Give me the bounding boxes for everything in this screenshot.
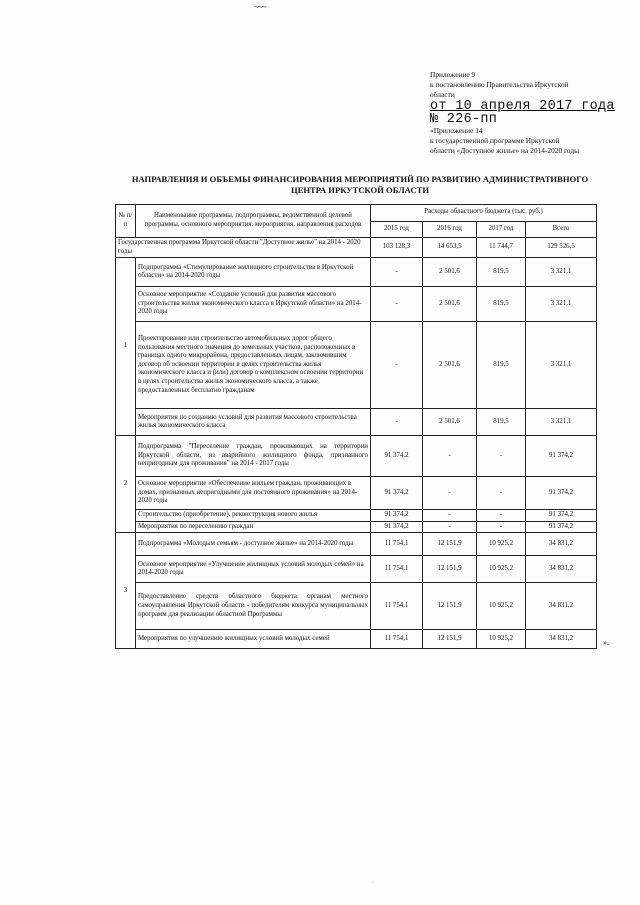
- cell-2017: -: [477, 436, 526, 477]
- row-name: Подпрограмма «Молодым семьям - доступное жилье» на 2014-2020 годы: [136, 533, 371, 556]
- cell-total: 3 321,1: [526, 258, 597, 287]
- row-name: Предоставление средств областного бюджета органам местного самоуправления Иркутской области - победителям конкурса муниципальных программ для реализации областной Программы: [136, 583, 371, 630]
- scan-artifact: ~~~: [254, 2, 266, 12]
- cell-total: 91 374,2: [526, 477, 597, 510]
- row-name: Подпрограмма «Стимулирование жилищного строительства в Иркутской области» на 2014-2020 годы: [136, 258, 371, 287]
- cell-2017: -: [477, 477, 526, 510]
- cell-total: 3 321,1: [526, 287, 597, 322]
- row-name: Основное мероприятие «Улучшение жилищных условий молодых семей» на 2014-2020 годы: [136, 556, 371, 583]
- header-expenses: Расходы областного бюджета (тыс. руб.): [371, 205, 597, 222]
- row-name: Мероприятия по созданию условий для развития массового строительства жилья экономического класса: [136, 409, 371, 436]
- appendix-line: области «Доступное жилье» на 2014-2020 годы: [430, 146, 580, 155]
- cell-2017: 819,5: [477, 409, 526, 436]
- cell-2017: 11 744,7: [477, 238, 526, 258]
- cell-2017: 819,5: [477, 287, 526, 322]
- cell-2015: 91 374,2: [371, 510, 423, 522]
- cell-2017: 819,5: [477, 258, 526, 287]
- cell-2016: 12 151,9: [423, 556, 477, 583]
- row-name: Мероприятия по улучшению жилищных условий молодых семей: [136, 630, 371, 649]
- cell-2015: -: [371, 409, 423, 436]
- cell-2015: 11 754,1: [371, 583, 423, 630]
- cell-2016: -: [423, 477, 477, 510]
- row-name: Мероприятия по переселению граждан: [136, 521, 371, 533]
- table-row: [116, 510, 597, 522]
- table-header-row: [116, 205, 597, 222]
- cell-2017: 819,5: [477, 322, 526, 409]
- cell-2016: 2 501,6: [423, 258, 477, 287]
- cell-2015: 91 374,2: [371, 477, 423, 510]
- table-row: [116, 583, 597, 630]
- table-row: [116, 238, 597, 258]
- header-total: Всего: [526, 221, 597, 238]
- cell-total: 129 526,5: [526, 238, 597, 258]
- table-row: [116, 556, 597, 583]
- cell-2017: 10 925,2: [477, 583, 526, 630]
- row-number: 2: [116, 436, 136, 533]
- cell-2017: -: [477, 521, 526, 533]
- cell-2016: 2 501,6: [423, 409, 477, 436]
- row-name: Государственная программа Иркутской области "Доступное жилье" на 2014 - 2020 годы: [116, 238, 371, 258]
- row-name: Основное мероприятие «Создание условий для развития массового строительства жилья экономического класса в Иркутской области» на 2014-2020 годы: [136, 287, 371, 322]
- document-title-line: ЦЕНТРА ИРКУТСКОЙ ОБЛАСТИ: [290, 185, 430, 195]
- appendix-date: от 10 апреля 2017 года: [430, 99, 615, 114]
- table-row: [116, 630, 597, 649]
- cell-2017: -: [477, 510, 526, 522]
- table-row: [116, 287, 597, 322]
- cell-total: 34 831,2: [526, 533, 597, 556]
- appendix-line: «Приложение 14: [430, 126, 483, 135]
- header-num: № п/п: [116, 205, 136, 238]
- cell-2015: 91 374,2: [371, 436, 423, 477]
- document-title-line: НАПРАВЛЕНИЯ И ОБЪЕМЫ ФИНАНСИРОВАНИЯ МЕРОПРИЯТИЙ ПО РАЗВИТИЮ АДМИНИСТРАТИВНОГО: [131, 174, 589, 184]
- cell-2015: 103 128,3: [371, 238, 423, 258]
- header-2017: 2017 год: [477, 221, 526, 238]
- table-row: [116, 521, 597, 533]
- cell-2015: 11 754,1: [371, 533, 423, 556]
- row-number: 3: [116, 533, 136, 649]
- cell-2016: 2 501,6: [423, 322, 477, 409]
- header-2015: 2015 год: [371, 221, 423, 238]
- row-number: 1: [116, 258, 136, 436]
- cell-total: 34 831,2: [526, 630, 597, 649]
- closing-quote: ».: [603, 638, 609, 647]
- cell-total: 34 831,2: [526, 583, 597, 630]
- cell-2017: 10 925,2: [477, 556, 526, 583]
- header-name: Наименование программы, подпрограммы, ведомственной целевой программы, основного мероприятия, мероприятия, направления расходов: [136, 205, 371, 238]
- cell-2015: 11 754,1: [371, 630, 423, 649]
- appendix-line: Приложение 9: [430, 70, 476, 79]
- row-name: Проектирование или строительство автомобильных дорог общего пользования местного значения до земельных участков, расположенных в границах одного микрорайона, предоставленных лицам, заключившим договор об освоении территории в целях строительства жилья экономического класса и (или) договор о комплексном освоении территории в целях строительства жилья экономического класса, а также предоставленных бесплатно гражданам: [136, 322, 371, 409]
- cell-2016: 14 653,5: [423, 238, 477, 258]
- cell-2017: 10 925,2: [477, 630, 526, 649]
- appendix-line: к государственной программе Иркутской: [430, 136, 560, 145]
- row-name: Подпрограмма "Переселение граждан, проживающих на территории Иркутской области, из аварийного жилищного фонда, признанного непригодным для проживания" на 2014 - 2017 годы: [136, 436, 371, 477]
- appendix-block: [430, 70, 630, 156]
- header-2016: 2016 год: [423, 221, 477, 238]
- cell-total: 34 831,2: [526, 556, 597, 583]
- cell-total: 91 374,2: [526, 510, 597, 522]
- cell-2015: -: [371, 322, 423, 409]
- appendix-line: области: [430, 90, 455, 99]
- cell-2016: -: [423, 521, 477, 533]
- appendix-number: № 226-пп: [430, 112, 498, 127]
- row-name: Строительство (приобретение), реконструкция нового жилья: [136, 510, 371, 522]
- cell-total: 91 374,2: [526, 521, 597, 533]
- table-row: [116, 533, 597, 556]
- cell-2015: 11 754,1: [371, 556, 423, 583]
- cell-2016: 2 501,6: [423, 287, 477, 322]
- row-name: Основное мероприятие «Обеспечение жильем граждан, проживающих в домах, признанных непригодными для постоянного проживания» на 2014-2020 годы: [136, 477, 371, 510]
- financing-table: [115, 204, 597, 649]
- table-row: [116, 258, 597, 287]
- table-row: [116, 409, 597, 436]
- cell-2016: 12 151,9: [423, 630, 477, 649]
- cell-2016: 12 151,9: [423, 533, 477, 556]
- appendix-line: к постановлению Правительства Иркутской: [430, 80, 569, 89]
- document-title: [110, 174, 610, 196]
- table-row: [116, 477, 597, 510]
- cell-2015: -: [371, 258, 423, 287]
- cell-2015: 91 374,2: [371, 521, 423, 533]
- table-row: [116, 436, 597, 477]
- table-row: [116, 322, 597, 409]
- cell-2016: -: [423, 436, 477, 477]
- scan-speck: ·: [372, 880, 374, 886]
- cell-2016: -: [423, 510, 477, 522]
- cell-total: 3 321,1: [526, 322, 597, 409]
- cell-total: 3 321,1: [526, 409, 597, 436]
- cell-2016: 12 151,9: [423, 583, 477, 630]
- cell-2017: 10 925,2: [477, 533, 526, 556]
- cell-2015: -: [371, 287, 423, 322]
- cell-total: 91 374,2: [526, 436, 597, 477]
